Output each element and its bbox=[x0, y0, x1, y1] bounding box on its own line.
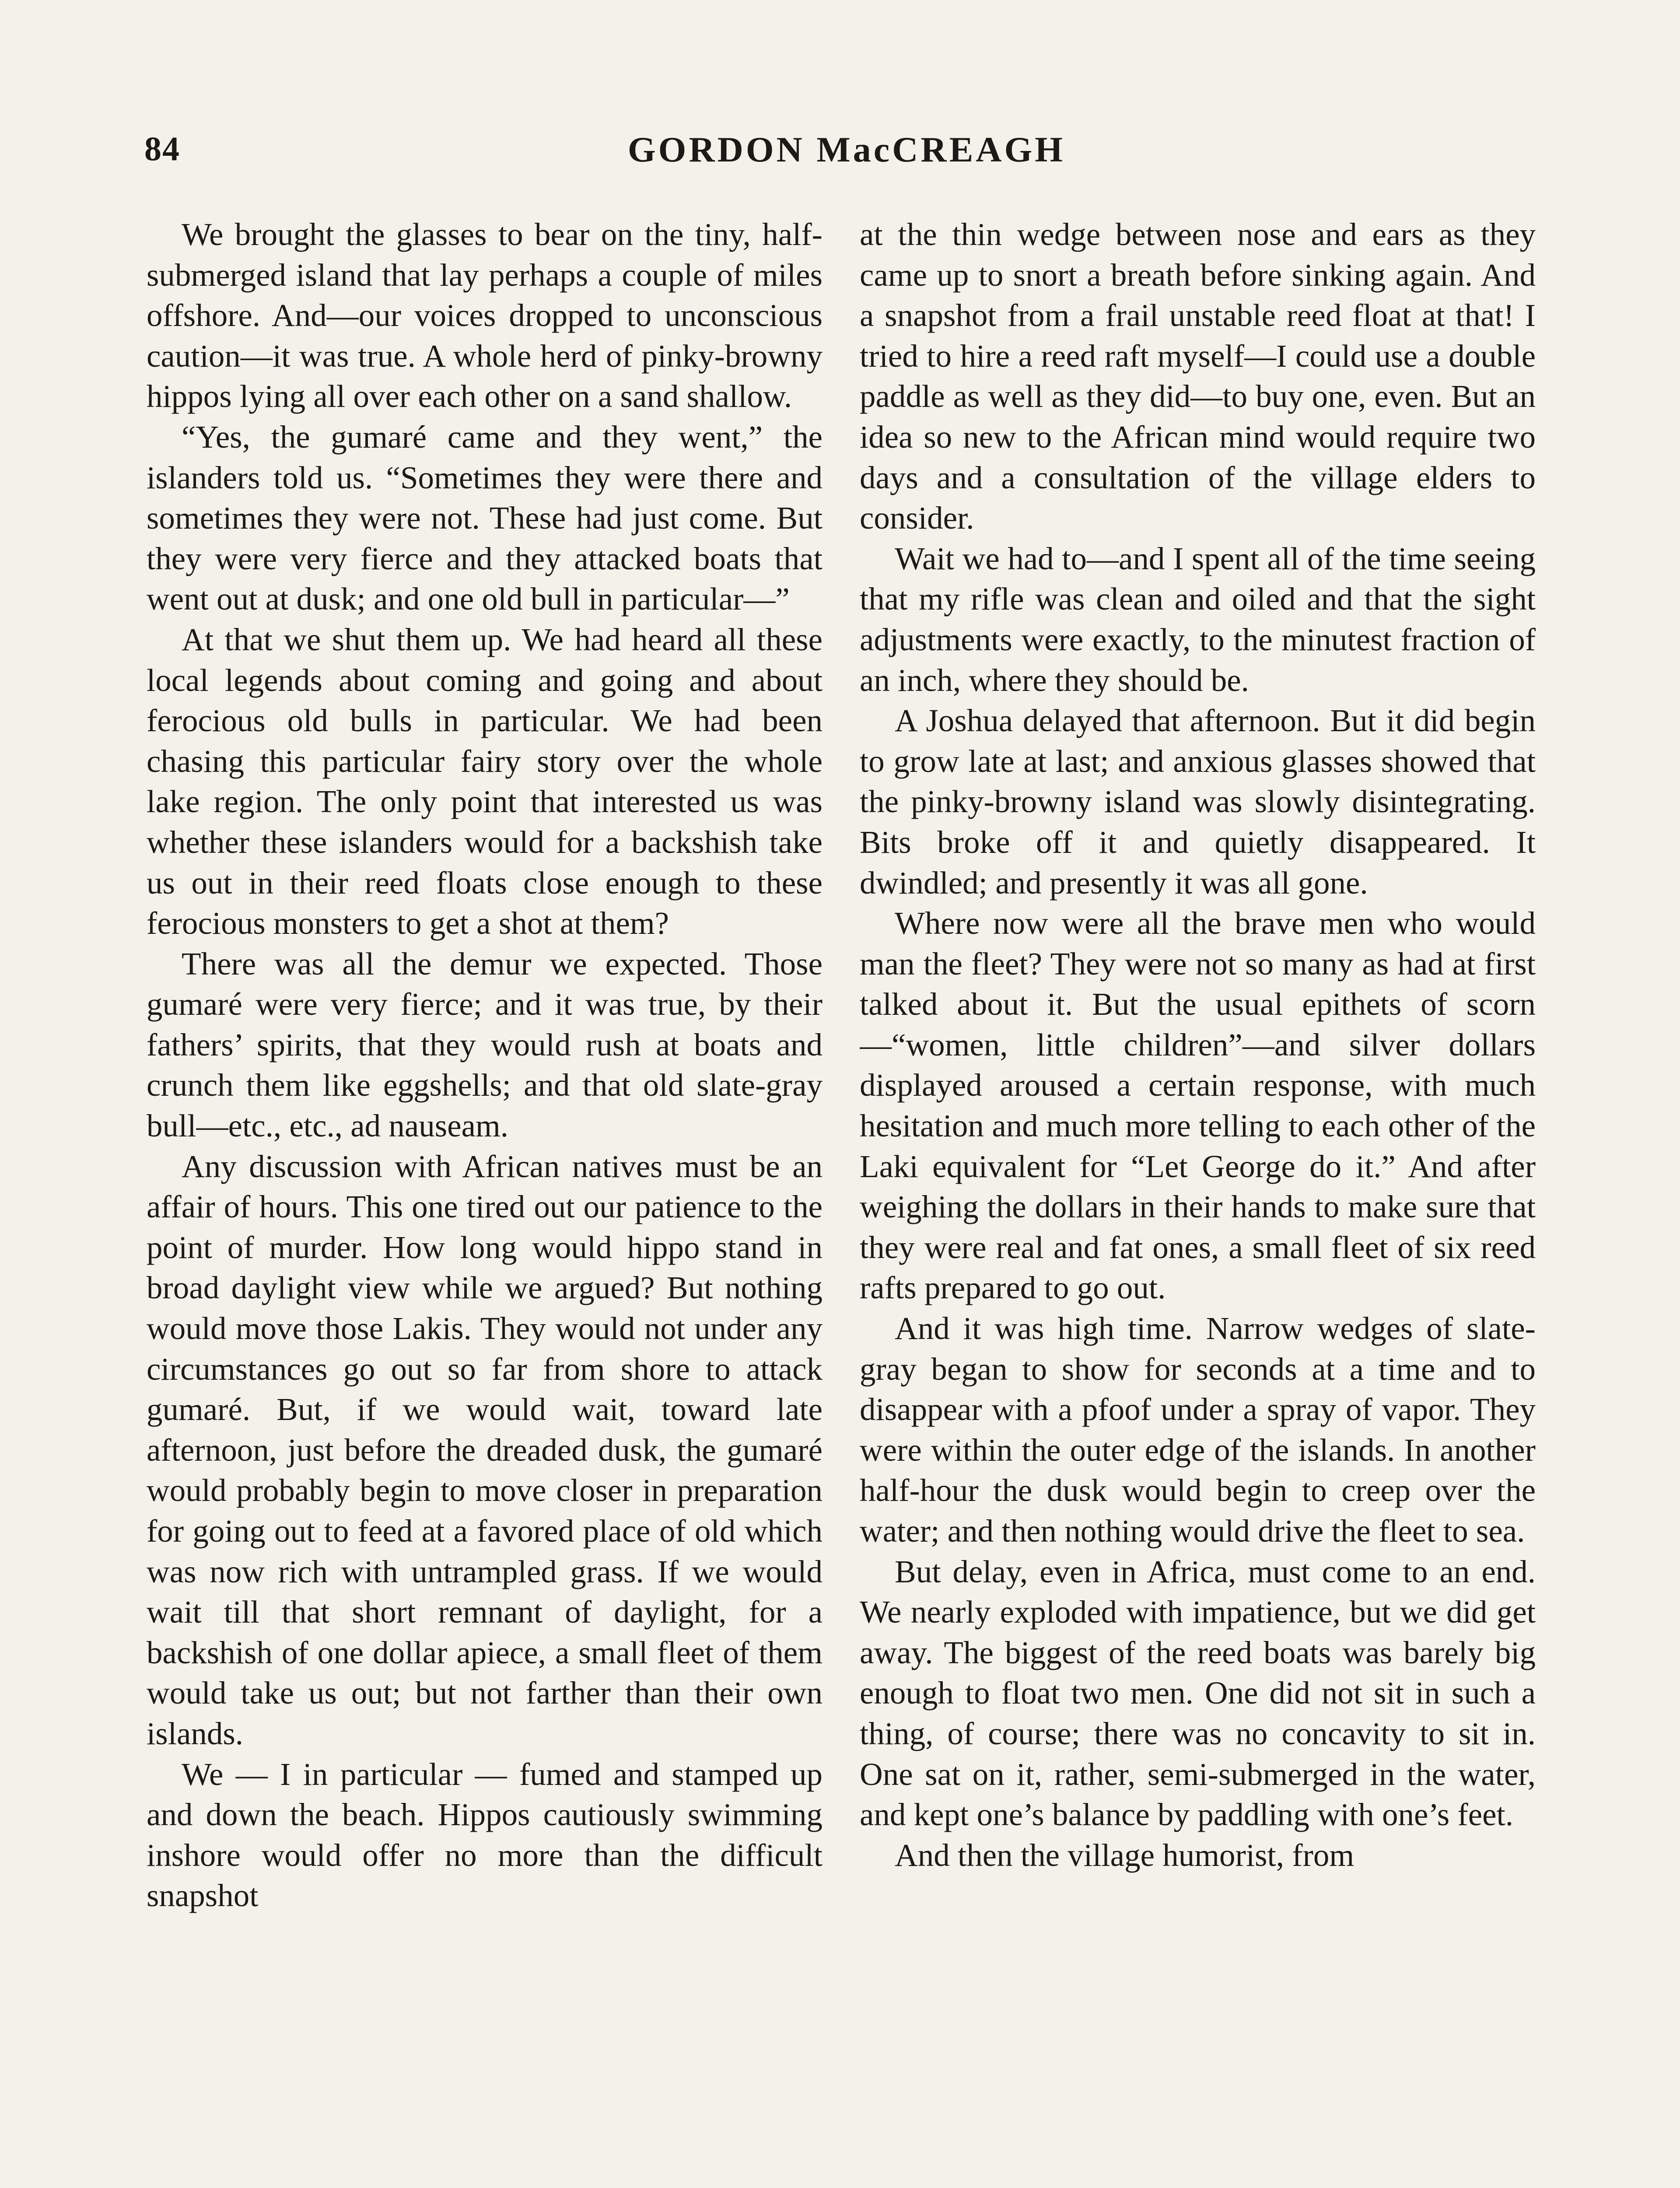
running-header bbox=[144, 129, 1549, 177]
page-number: 84 bbox=[144, 130, 180, 168]
paragraph: Any discussion with African natives must be an affair of hours. This one tired out our patience to the point of murder. How long would hippo stand in broad daylight view while we argued? But nothing would move those Lakis. They would not under any circumstances go out so far from shore to attack gumaré. But, if we would wait, toward late afternoon, just before the dreaded dusk, the gumaré would probably begin to move closer in preparation for going out to feed at a favored place of old which was now rich with untrampled grass. If we would wait till that short remnant of daylight, for a backshish of one dollar apiece, a small fleet of them would take us out; but not farther than their own islands. bbox=[147, 1148, 822, 1751]
paragraph: Where now were all the brave men who would man the fleet? They were not so many as had at first talked about it. But the usual epithets of scorn—“women, little children”—and silver dollars displayed aroused a certain response, with much hesitation and much more telling to each other of the Laki equivalent for “Let George do it.” And after weighing the dollars in their hands to make sure that they were real and fat ones, a small fleet of six reed rafts prepared to go out. bbox=[860, 905, 1536, 1306]
paragraph: A Joshua delayed that afternoon. But it did begin to grow late at last; and anxious glasses showed that the pinky-browny island was slowly disintegrating. Bits broke off it and quietly disappeared. It dwindled; and presently it was all gone. bbox=[860, 703, 1536, 901]
paragraph-continued: at the thin wedge between nose and ears as they came up to snort a breath before sinking again. And a snapshot from a frail unstable reed float at that! I tried to hire a reed raft myself—I could use a double paddle as well as they did—to buy one, even. But an idea so new to the African mind would require two days and a consultation of the village elders to consider. bbox=[860, 217, 1536, 536]
left-column bbox=[147, 214, 822, 2188]
paragraph: And it was high time. Narrow wedges of slate-gray began to show for seconds at a time and to disappear with a pfoof under a spray of vapor. They were within the outer edge of the islands. In another half-hour the dusk would begin to creep over the water; and then nothing would drive the fleet to sea. bbox=[860, 1311, 1536, 1549]
paragraph: “Yes, the gumaré came and they went,” the islanders told us. “Sometimes they were there and sometimes they were not. These had just come. But they were very fierce and they attacked boats that went out at dusk; and one old bull in particular—” bbox=[147, 419, 822, 617]
paragraph: Wait we had to—and I spent all of the time seeing that my rifle was clean and oiled and that the sight adjustments were exactly, to the minutest fraction of an inch, where they should be. bbox=[860, 540, 1536, 698]
right-column bbox=[860, 214, 1536, 2188]
paragraph: There was all the demur we expected. Those gumaré were very fierce; and it was true, by their fathers’ spirits, that they would rush at boats and crunch them like eggshells; and that old slate-gray bull—etc., etc., ad nauseam. bbox=[147, 946, 822, 1144]
paragraph: And then the village humorist, from bbox=[895, 1837, 1354, 1873]
paragraph: We — I in particular — fumed and stamped up and down the beach. Hippos cautiously swimming inshore would offer no more than the difficult snapshot bbox=[147, 1756, 822, 1914]
paragraph: At that we shut them up. We had heard all these local legends about coming and going and about ferocious old bulls in particular. We had been chasing this particular fairy story over the whole lake region. The only point that interested us was whether these islanders would for a backshish take us out in their reed floats close enough to these ferocious monsters to get a shot at them? bbox=[147, 621, 822, 941]
paragraph: We brought the glasses to bear on the tiny, half-submerged island that lay perhaps a couple of miles offshore. And—our voices dropped to unconscious caution—it was true. A whole herd of pinky-browny hippos lying all over each other on a sand shallow. bbox=[147, 217, 822, 414]
paragraph: But delay, even in Africa, must come to an end. We nearly exploded with impatience, but we did get away. The biggest of the reed boats was barely big enough to float two men. One did not sit in such a thing, of course; there was no concavity to sit in. One sat on it, rather, semi-submerged in the water, and kept one’s balance by paddling with one’s feet. bbox=[860, 1553, 1536, 1833]
running-title: GORDON MacCREAGH bbox=[627, 130, 1066, 169]
